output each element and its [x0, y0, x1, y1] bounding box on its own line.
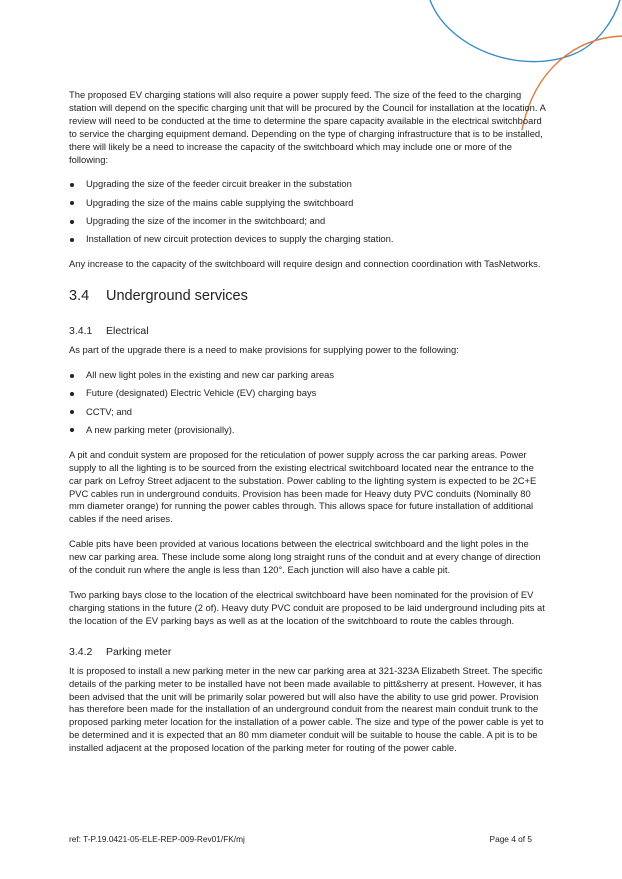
blue-arc-decoration	[430, 0, 620, 62]
list-item: A new parking meter (provisionally).	[69, 424, 547, 437]
subsection-heading-3-4-1: 3.4.1 Electrical	[69, 325, 149, 338]
footer-page-number: Page 4 of 5	[489, 834, 532, 844]
coordination-paragraph: Any increase to the capacity of the switchboard will require design and connection coordination with TasNetworks.	[69, 258, 541, 270]
bullet-icon	[70, 392, 74, 396]
list-item: CCTV; and	[69, 406, 547, 419]
list-item: All new light poles in the existing and new car parking areas	[69, 369, 547, 382]
bullet-icon	[70, 410, 74, 414]
intro-paragraph: The proposed EV charging stations will also require a power supply feed. The size of the feed to the charging station will depend on the specific charging unit that will be procured by the Council for installation at the location. A review will need to be conducted at the time to determine the spare capacity available in the electrical switchboard to service the charging equipment demand. Depending on the type of charging infrastructure that is to be installed, there will likely be a need to increase the capacity of the switchboard which may include one or more of the following:	[69, 89, 546, 165]
parking-meter-paragraph: It is proposed to install a new parking meter in the new car parking area at 321-323A Elizabeth Street. The specific details of the parking meter to be installed have not been made available to pitt&sherry at present. However, it has been advised that the unit will be primarily solar powered but will also have the ability to use grid power. Provision has therefore been made for the installation of an underground conduit from the nearest main conduit trunk to the proposed parking meter location for the installation of a power cable. The size and type of the power cable is yet to be determined and it is expected that an 80 mm diameter conduit will be suitable to house the cable. A pit is to be installed adjacent at the proposed location of the parking meter for routing of the power cable.	[69, 664, 544, 754]
electrical-paragraph-3: Two parking bays close to the location of the electrical switchboard have been nominated for the provision of EV charging stations in the future (2 of). Heavy duty PVC conduit are proposed to be laid underground including pits at the location of the EV parking bays as well as at the location of the switchboard to route the cables through.	[69, 589, 545, 626]
bullet-icon	[70, 201, 74, 205]
section-heading-3-4: 3.4 Underground services	[69, 288, 248, 305]
electrical-intro: As part of the upgrade there is a need to make provisions for supplying power to the following:	[69, 344, 459, 356]
bullet-icon	[70, 238, 74, 242]
upgrade-list	[69, 178, 547, 246]
list-item: Future (designated) Electric Vehicle (EV) charging bays	[69, 387, 547, 400]
document-body	[69, 89, 547, 755]
bullet-icon	[70, 183, 74, 187]
electrical-paragraph-1: A pit and conduit system are proposed for the reticulation of power supply across the car parking areas. Power supply to all the lighting is to be sourced from the existing electrical switchboard located near the entrance to the car park on Lefroy Street adjacent to the substation. Power cabling to the lighting system is expected to be 2C+E PVC cables run in underground conduits. Provision has been made for Heavy duty PVC conduits (Nominally 80 mm diameter orange) for running the power cables through. This allows space for future installation of additional cables if the need arises.	[69, 448, 537, 525]
bullet-icon	[70, 220, 74, 224]
electrical-list	[69, 369, 547, 437]
electrical-paragraph-2: Cable pits have been provided at various locations between the electrical switchboard and the light poles in the new car parking area. These include some along long straight runs of the conduit and at every change of direction of the conduit run where the angle is less than 120°. Each junction will also have a cable pit.	[69, 538, 541, 576]
list-item: Upgrading the size of the feeder circuit breaker in the substation	[69, 178, 547, 191]
list-item: Upgrading the size of the incomer in the switchboard; and	[69, 215, 547, 228]
list-item: Installation of new circuit protection devices to supply the charging station.	[69, 233, 547, 246]
list-item: Upgrading the size of the mains cable supplying the switchboard	[69, 197, 547, 210]
bullet-icon	[70, 374, 74, 378]
bullet-icon	[70, 428, 74, 432]
subsection-heading-3-4-2: 3.4.2 Parking meter	[69, 645, 172, 658]
footer-reference: ref: T-P.19.0421-05-ELE-REP-009-Rev01/FK/mj	[69, 834, 245, 844]
